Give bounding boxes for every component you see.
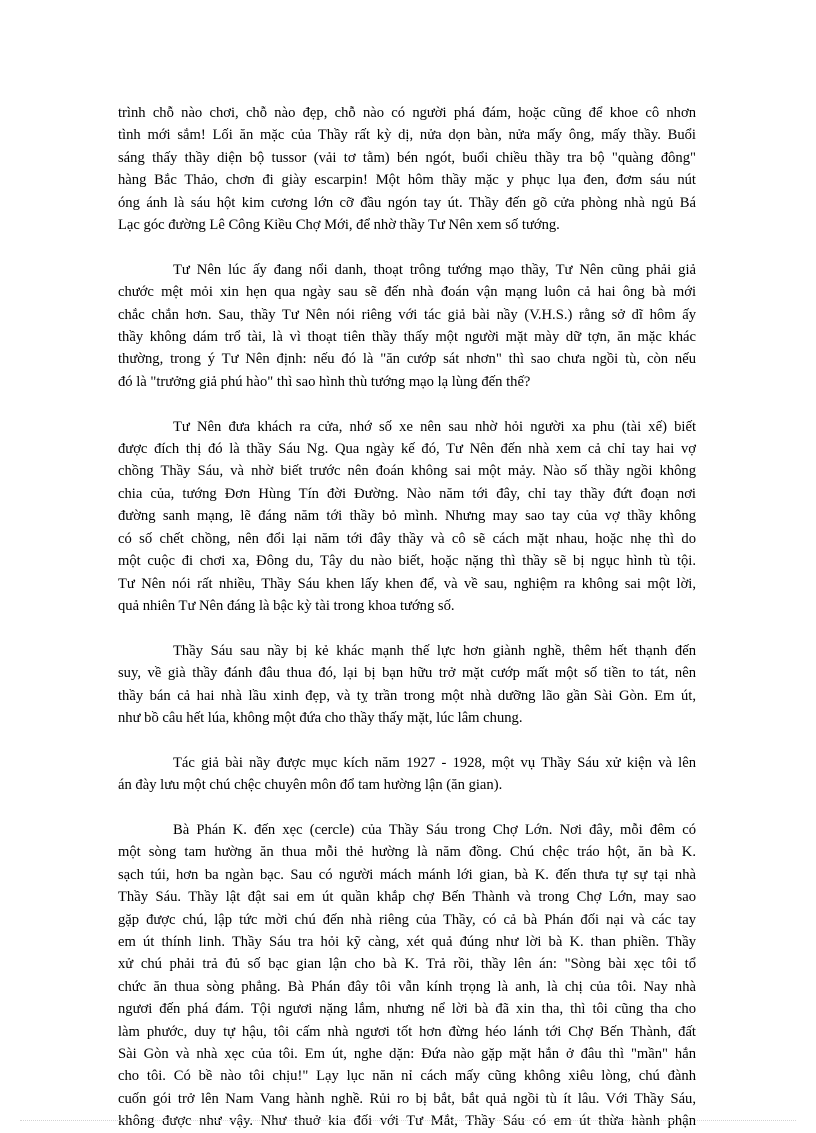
text-line: Bà Phán K. đến xẹc (cercle) của Thầy Sáu trong Chợ Lớn. Nơi đây, mỗi đêm có: [173, 821, 696, 838]
text-line: gặp được chú, lập tức mời chú đến nhà riêng của Thầy, có cả bà Phán đối nại và các tay: [118, 911, 696, 928]
paragraph-2: [118, 259, 696, 393]
text-line: thầy bán cả hai nhà lầu xinh đẹp, và tỵ trần trong một nhà dưỡng lão gần Sài Gòn. Em út,: [118, 687, 696, 704]
paragraph-4: [118, 640, 696, 730]
text-line: làm phước, duy tự hậu, tôi cấm nhà ngươi tốt hơn đừng héo lánh tới Chợ Bến Thành, đất: [118, 1023, 696, 1040]
text-line: xử chú phải trả đủ số bạc gian lận cho bà K. Trả rồi, thầy lên án: "Sòng bài xẹc tôi tổ: [118, 956, 696, 973]
text-line: được đích thị đó là thầy Sáu Ng. Qua ngày kế đó, Tư Nên đến nhà xem cả chỉ tay hai vợ: [118, 441, 696, 458]
text-line: em út thính linh. Thầy Sáu tra hỏi kỹ càng, xét quả đúng như lời bà K. than phiền. Thầy: [118, 933, 696, 950]
text-line: Thầy Sáu sau nầy bị kẻ khác mạnh thế lực hơn giành nghề, thêm hết thạnh đến: [173, 642, 696, 659]
text-line: quả nhiên Tư Nên đáng là bậc kỳ tài trong khoa tướng số.: [118, 597, 455, 614]
text-line: Tư Nên đưa khách ra cửa, nhớ số xe nên sau nhờ hỏi người xa phu (tài xế) biết: [173, 418, 696, 435]
text-line: cuốn gói trở lên Nam Vang hành nghề. Rủi ro bị bắt, bắt quả ngồi tù ít lâu. Với Thầy Sáu,: [118, 1090, 696, 1107]
paragraph-3: [118, 416, 696, 618]
text-line: cho tôi. Có bề nào tôi chịu!" Lạy lục năn nỉ cách mấy cũng không xiêu lòng, chú đành: [118, 1068, 696, 1085]
text-line: Thầy Sáu. Thầy lật đật sai em út quần khắp chợ Bến Thành và trong Chợ Lớn, may sao: [118, 889, 696, 906]
text-line: sáng thấy thầy diện bộ tussor (vải tơ tằm) bén ngót, buổi chiều thầy tra bộ "quàng đông": [118, 149, 696, 166]
text-line: đó là "trưởng giả phú hào" thì sao hình thù tướng mạo lạ lùng đến thế?: [118, 373, 531, 390]
text-line: ngươi đến phá đám. Tội ngươi nặng lắm, nhưng nể lời bà đã xin tha, thì tôi cũng tha cho: [118, 1001, 696, 1018]
text-line: sạch túi, hơn ba ngàn bạc. Sau có người mách mánh lới gian, bà K. đến thưa tự sự tại nhà: [118, 866, 696, 883]
text-line: Sài Gòn và nhà xẹc của tôi. Em út, nghe dặn: Đứa nào gặp mặt hắn ở đâu thì "mần" hắn: [118, 1045, 696, 1062]
text-line: trình chỗ nào chơi, chỗ nào đẹp, chỗ nào có người phá đám, hoặc cũng để khoe cô nhơn: [118, 105, 696, 121]
text-line: chước mệt mỏi xin hẹn qua ngày sau sẽ đến nhà đoán vận mạng luôn cả hai ông bà mới: [118, 284, 696, 301]
paragraph-1: [118, 102, 696, 236]
text-line: có số chết chồng, nên đổi lại năm tới đây thầy và cô sẽ cách mặt nhau, hoặc nhẹ thì do: [118, 530, 696, 547]
page-bottom-edge: [20, 1120, 796, 1121]
text-line: một sòng tam hường ăn thua mỗi thẻ hường là năm đồng. Chú chệc tráo hột, ăn bà K.: [118, 844, 696, 861]
text-line: chắc chắn hơn. Sau, thầy Tư Nên nói riêng với tác giả bài nầy (V.H.S.) rằng sở dĩ hôm ấy: [118, 306, 696, 323]
text-line: óng ánh là sáu hột kim cương lớn cỡ đầu ngón tay út. Thầy đến gõ cửa phòng nhà ngủ Bá: [118, 194, 696, 211]
text-line: Tác giả bài nầy được mục kích năm 1927 - 1928, một vụ Thầy Sáu xử kiện và lên: [173, 754, 696, 771]
text-line: không được như vậy. Như thuở kia đối với Tư Mắt, Thầy Sáu có em út thừa hành phận: [118, 1113, 696, 1130]
text-line: đường sanh mạng, lẽ đáng năm tới thầy bỏ mình. Nhưng may sao tay của vợ thầy không: [118, 508, 696, 525]
text-line: như bồ câu hết lúa, không một đứa cho thầy thấy mặt, lúc lâm chung.: [118, 709, 523, 726]
text-line: thường, trong ý Tư Nên định: nếu đó là "ăn cướp sát nhơn" thì sao chưa ngồi tù, còn nếu: [118, 351, 696, 368]
text-line: Lạc góc đường Lê Công Kiều Chợ Mới, để nhờ thầy Tư Nên xem số tướng.: [118, 217, 560, 234]
text-line: án đày lưu một chú chệc chuyên môn đổ tam hường lận (ăn gian).: [118, 777, 503, 794]
paragraph-5: [118, 752, 696, 797]
text-line: suy, về già thầy đánh đâu thua đó, lại bị bạn hữu trở mặt cướp mất một số tiền to tát, nên: [118, 665, 696, 682]
text-line: chia của, tướng Đơn Hùng Tín đời Đường. Nào năm tới đây, chỉ tay thầy đứt đoạn nơi: [118, 485, 696, 502]
text-line: chức ăn thua sòng phẳng. Bà Phán đây tôi vẫn kính trọng là anh, là chị của tôi. Nay nhà: [118, 978, 696, 995]
text-line: một cuộc đi chơi xa, Đông du, Tây du nào biết, hoặc nặng thì thầy sẽ bị ngục hình tù tội.: [118, 553, 696, 570]
paragraph-6: [118, 819, 696, 1133]
text-line: tình mới sắm! Lối ăn mặc của Thầy rất kỳ dị, nửa dọn bàn, nửa mấy ông, mấy thầy. Buổi: [118, 127, 696, 144]
text-line: chồng Thầy Sáu, và nhờ biết trước nên đoán không sai một mảy. Nào số thầy ngồi không: [118, 463, 696, 480]
text-line: Tư Nên lúc ấy đang nổi danh, thoạt trông tướng mạo thầy, Tư Nên cũng phải giả: [173, 261, 696, 278]
text-line: hàng Bắc Thảo, chơn đi giày escarpin! Một hôm thầy mặc y phục lụa đen, đơm sáu nút: [118, 172, 696, 189]
text-line: thầy không dám trổ tài, là vì thoạt tiên thầy thấy một người mặt mày dữ tợn, ăn mặc khác: [118, 329, 696, 346]
document-page: [118, 102, 696, 1133]
text-line: Tư Nên nói rất nhiều, Thầy Sáu khen lấy khen để, và về sau, nghiệm ra không sai một lời,: [118, 575, 696, 592]
